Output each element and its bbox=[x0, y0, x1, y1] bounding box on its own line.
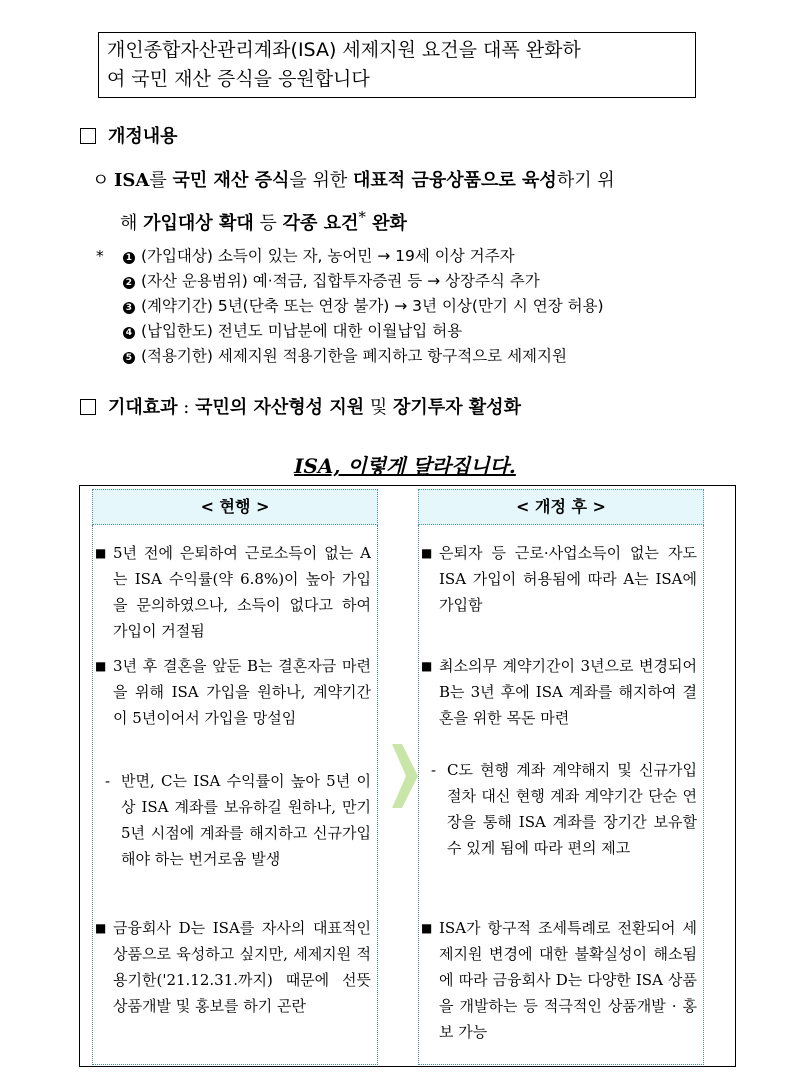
footnote-item bbox=[123, 294, 604, 319]
dash-marker: - bbox=[105, 772, 111, 790]
current-body bbox=[92, 525, 378, 1065]
footnote-text: (적용기한) 세제지원 적용기한을 폐지하고 항구적으로 세제지원 bbox=[140, 347, 567, 365]
current-item bbox=[93, 653, 379, 731]
effects-text: 국민의 bbox=[195, 397, 254, 418]
square-bullet-icon: ■ bbox=[95, 546, 107, 560]
text-fragment: 하기 위 bbox=[556, 170, 615, 191]
number-badge-icon: 2 bbox=[123, 277, 135, 289]
effects-text: 및 bbox=[364, 397, 393, 418]
footnote-item bbox=[123, 244, 604, 269]
main-bullet bbox=[92, 163, 752, 242]
footnote-list bbox=[96, 244, 604, 369]
effects-text: 자산형성 지원 bbox=[253, 397, 365, 418]
footnote-text: (계약기간) 5년(단축 또는 연장 불가) → 3년 이상(만기 시 연장 허용) bbox=[140, 297, 604, 315]
text-fragment: 을 위한 bbox=[289, 170, 353, 191]
checkbox-square-icon bbox=[80, 128, 96, 144]
emphasis-fragment: 완화 bbox=[365, 213, 407, 234]
text-fragment: 해 bbox=[120, 213, 144, 234]
footnote-item bbox=[123, 344, 604, 369]
section-effects bbox=[80, 393, 521, 419]
title-line-1: 개인종합자산관리계좌(ISA) 세제지원 요건을 대폭 완화하 bbox=[107, 39, 581, 61]
item-text: 5년 전에 은퇴하여 근로소득이 없는 A는 ISA 수익률(약 6.8%)이 높아 가입을 문의하였으나, 소득이 없다고 하여 가입이 거절됨 bbox=[113, 544, 371, 640]
item-text: 3년 후 결혼을 앞둔 B는 결혼자금 마련을 위해 ISA 가입을 원하나, 계약기간이 5년이어서 가입을 망설임 bbox=[113, 657, 371, 727]
square-bullet-icon: ■ bbox=[421, 921, 433, 935]
revised-column bbox=[418, 489, 704, 1041]
section-revision-heading: 개정내용 bbox=[108, 126, 178, 147]
section-revision bbox=[80, 122, 178, 148]
item-text: 은퇴자 등 근로·사업소득이 없는 자도 ISA 가입이 허용됨에 따라 A는 ISA에 가입함 bbox=[439, 544, 697, 614]
revised-item bbox=[419, 653, 705, 731]
revised-item bbox=[419, 915, 705, 1045]
revised-item bbox=[419, 540, 705, 618]
revised-body bbox=[418, 525, 704, 1065]
item-text: 반면, C는 ISA 수익률이 높아 5년 이상 ISA 계좌를 보유하길 원하나, 만기 5년 시점에 계좌를 해지하고 신규가입해야 하는 번거로움 발생 bbox=[121, 772, 371, 868]
emphasis-fragment: 국민 재산 증식 bbox=[172, 170, 290, 191]
emphasis-fragment: 각종 요건 bbox=[282, 213, 359, 234]
revised-header: < 개정 후 > bbox=[418, 489, 704, 525]
separator: : bbox=[177, 397, 196, 418]
dash-marker: - bbox=[431, 761, 437, 779]
text-fragment: 를 bbox=[149, 170, 173, 191]
footnote-marker: * bbox=[96, 247, 104, 265]
current-item bbox=[93, 915, 379, 1019]
square-bullet-icon: ■ bbox=[421, 546, 433, 560]
footnote-item bbox=[123, 319, 604, 344]
footnote-item bbox=[123, 269, 604, 294]
emphasis-fragment: 대표적 금융상품으로 육성 bbox=[353, 170, 557, 191]
comparison-subtitle: ISA, 이렇게 달라집니다. bbox=[294, 454, 516, 478]
current-column bbox=[92, 489, 378, 1015]
title-line-2: 여 국민 재산 증식을 응원합니다 bbox=[107, 68, 370, 90]
footnote-text: (자산 운용범위) 예·적금, 집합투자증권 등 → 상장주식 추가 bbox=[140, 272, 540, 290]
current-item bbox=[93, 540, 379, 644]
title-box bbox=[98, 32, 696, 98]
number-badge-icon: 3 bbox=[123, 302, 135, 314]
emphasis-fragment: 가입대상 확대 bbox=[143, 213, 254, 234]
number-badge-icon: 4 bbox=[123, 327, 135, 339]
item-text: ISA가 항구적 조세특례로 전환되어 세제지원 변경에 대한 불확실성이 해소됨에 따라 금융회사 D는 다양한 ISA 상품을 개발하는 등 적극적인 상품개발 · 홍보 가능 bbox=[439, 919, 697, 1041]
square-bullet-icon: ■ bbox=[95, 921, 107, 935]
right-arrow-icon bbox=[392, 736, 418, 816]
circle-bullet-icon: ㅇ bbox=[92, 170, 110, 191]
comparison-table bbox=[79, 485, 736, 1067]
item-text: 금융회사 D는 ISA를 자사의 대표적인 상품으로 육성하고 싶지만, 세제지원 적용기한('21.12.31.까지) 때문에 선뜻 상품개발 및 홍보를 하기 곤란 bbox=[113, 919, 371, 1015]
number-badge-icon: 1 bbox=[123, 252, 135, 264]
effects-text: 장기투자 활성화 bbox=[392, 397, 521, 418]
square-bullet-icon: ■ bbox=[95, 659, 107, 673]
current-header: < 현행 > bbox=[92, 489, 378, 525]
revised-subitem bbox=[419, 757, 705, 861]
footnote-star: * bbox=[358, 208, 366, 226]
isa-term: ISA bbox=[114, 170, 150, 191]
footnote-text: (납입한도) 전년도 미납분에 대한 이월납입 허용 bbox=[140, 322, 463, 340]
item-text: C도 현행 계좌 계약해지 및 신규가입 절차 대신 현행 계좌 계약기간 단순 연장을 통해 ISA 계좌를 장기간 보유할 수 있게 됨에 따라 편의 제고 bbox=[447, 761, 697, 857]
checkbox-square-icon bbox=[80, 399, 96, 415]
item-text: 최소의무 계약기간이 3년으로 변경되어 B는 3년 후에 ISA 계좌를 해지하여 결혼을 위한 목돈 마련 bbox=[439, 657, 697, 727]
text-fragment: 등 bbox=[253, 213, 283, 234]
footnote-text: (가입대상) 소득이 있는 자, 농어민 → 19세 이상 거주자 bbox=[140, 247, 515, 265]
square-bullet-icon: ■ bbox=[421, 659, 433, 673]
number-badge-icon: 5 bbox=[123, 352, 135, 364]
section-effects-heading: 기대효과 bbox=[108, 397, 178, 418]
current-subitem bbox=[93, 768, 379, 872]
